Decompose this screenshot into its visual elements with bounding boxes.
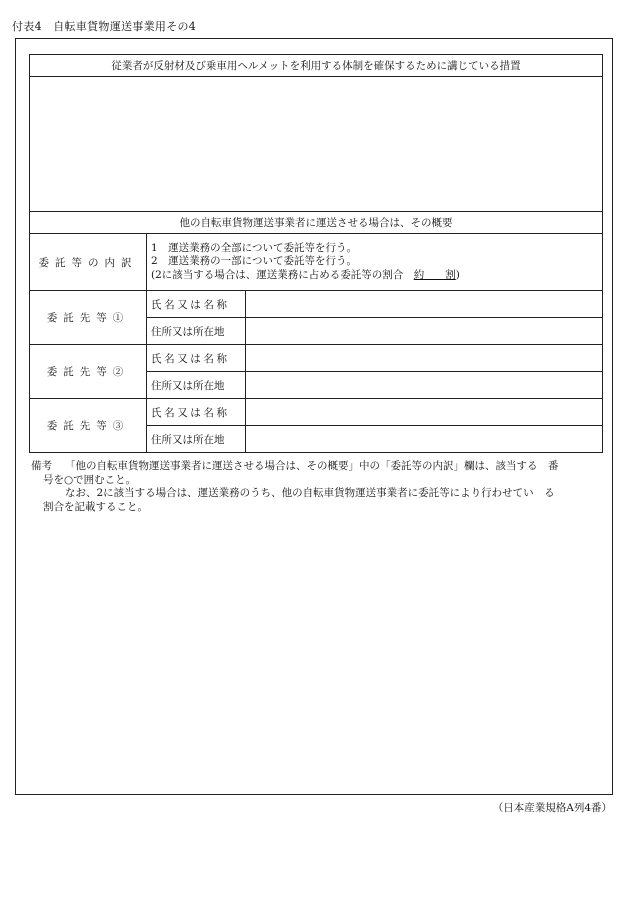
contractor-3-address-field[interactable]	[246, 426, 603, 453]
remarks-label: 備考	[31, 460, 52, 472]
form-table	[29, 54, 603, 453]
subcontract-header: 他の自転車貨物運送事業者に運送させる場合は、その概要	[30, 212, 603, 234]
remarks-text-4: 割合を記載すること。	[43, 500, 148, 513]
contractor-3-name-label: 氏名又は名称	[147, 399, 246, 426]
remarks-text-1: 「他の自転車貨物運送事業者に運送させる場合は、その概要」中の「委託等の内訳」欄は、該当する 番	[65, 460, 559, 472]
remarks	[31, 460, 611, 514]
document-title: 付表4 自転車貨物運送事業用その4	[12, 20, 197, 33]
breakdown-note	[151, 269, 598, 283]
breakdown-note-prefix: (2に該当する場合は、運送業務に占める委託等の割合	[151, 268, 414, 281]
contractor-1-name-field[interactable]	[246, 291, 603, 318]
contractor-1-label: 委託先等①	[30, 291, 147, 345]
contractor-2-label: 委託先等②	[30, 345, 147, 399]
contractor-1-address-label: 住所又は所在地	[147, 318, 246, 345]
contractor-2-name-label: 氏名又は名称	[147, 345, 246, 372]
contractor-1-address-field[interactable]	[246, 318, 603, 345]
remarks-line-1	[31, 460, 611, 474]
measures-input-area[interactable]	[30, 77, 603, 212]
ratio-field[interactable]: 約 割	[413, 268, 456, 281]
contractor-3-name-field[interactable]	[246, 399, 603, 426]
contractor-1-name-label: 氏名又は名称	[147, 291, 246, 318]
contractor-3-address-label: 住所又は所在地	[147, 426, 246, 453]
contractor-2-address-field[interactable]	[246, 372, 603, 399]
paper-size-note: （日本産業規格A列4番）	[492, 802, 612, 814]
measures-header: 従業者が反射材及び乗車用ヘルメットを利用する体制を確保するために講じている措置	[30, 55, 603, 77]
contractor-2-address-label: 住所又は所在地	[147, 372, 246, 399]
breakdown-content[interactable]	[147, 234, 603, 291]
breakdown-label: 委託等の内訳	[30, 234, 147, 291]
contractor-2-name-field[interactable]	[246, 345, 603, 372]
breakdown-option-1[interactable]: 1 運送業務の全部について委託等を行う。	[151, 241, 357, 254]
breakdown-note-suffix: )	[455, 268, 460, 281]
remarks-text-3: なお、2に該当する場合は、運送業務のうち、他の自転車貨物運送事業者に委託等により行わせてい る	[65, 487, 555, 499]
remarks-text-2: 号を○で囲むこと。	[43, 473, 137, 486]
contractor-3-label: 委託先等③	[30, 399, 147, 453]
breakdown-option-2[interactable]: 2 運送業務の一部について委託等を行う。	[151, 255, 357, 268]
